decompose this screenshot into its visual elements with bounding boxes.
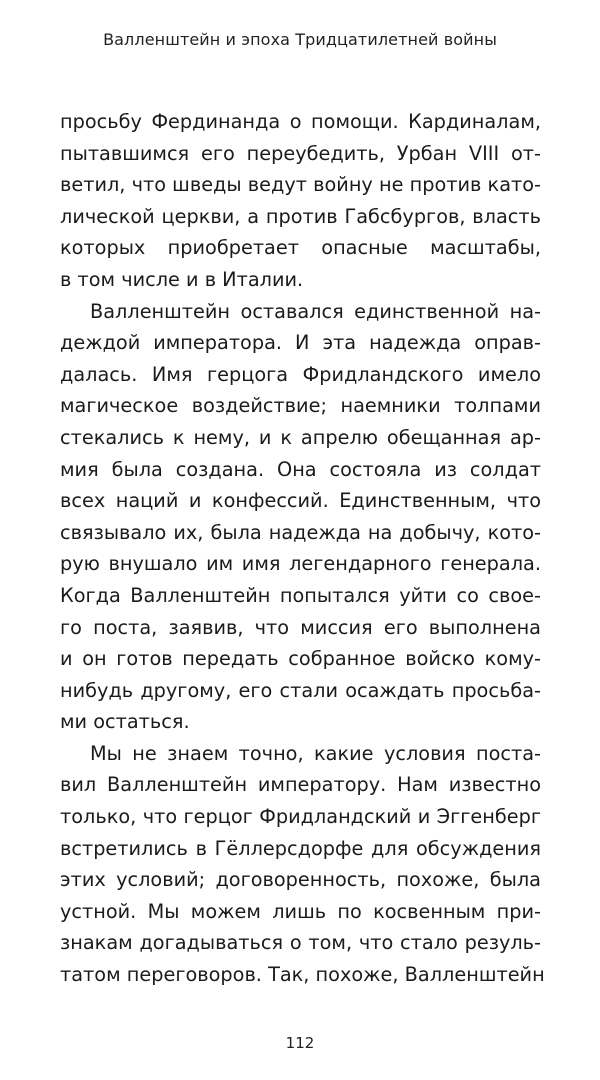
text-line: магическое воздействие; наемники толпами [60, 394, 541, 418]
text-line: всех наций и конфессий. Единственным, что [60, 489, 541, 513]
text-line: Мы не знаем точно, какие условия поста- [90, 741, 541, 765]
text-line: только, что герцог Фридландский и Эггенберг [60, 805, 541, 829]
text-line: стекались к нему, и к апрелю обещанная ар- [60, 425, 541, 449]
text-line: этих условий; договоренность, похоже, была [60, 868, 541, 892]
text-line: деждой императора. И эта надежда оправ- [60, 331, 541, 355]
text-line: которых приобретает опасные масштабы, [60, 236, 541, 260]
running-head: Валленштейн и эпоха Тридцатилетней войны [103, 30, 497, 49]
text-line: устной. Мы можем лишь по косвенным при- [60, 899, 541, 923]
text-line: Валленштейн оставался единственной на- [90, 299, 541, 323]
page-number: 112 [285, 1034, 315, 1052]
text-line: связывало их, была надежда на добычу, кото- [60, 520, 541, 544]
text-line: ветил, что шведы ведут войну не против като- [60, 173, 541, 197]
text-line: Когда Валленштейн попытался уйти со свое- [60, 583, 541, 607]
text-line: просьбу Фердинанда о помощи. Кардиналам, [60, 110, 541, 133]
text-line: далась. Имя герцога Фридландского имело [60, 362, 541, 386]
text-line: и он готов передать собранное войско кому- [60, 647, 541, 671]
text-line: знакам догадываться о том, что стало резуль- [60, 931, 541, 955]
text-line: пытавшимся его переубедить, Урбан VIII от- [60, 141, 541, 165]
text-line: ми остаться. [60, 710, 190, 734]
text-line: в том числе и в Италии. [60, 267, 304, 291]
text-line: встретились в Гёллерсдорфе для обсуждения [60, 836, 541, 860]
text-line: мия была создана. Она состояла из солдат [60, 457, 541, 481]
body-text [60, 106, 545, 991]
text-line: го поста, заявив, что миссия его выполнена [60, 615, 541, 639]
text-line: нибудь другому, его стали осаждать просьба- [60, 678, 541, 702]
text-line: вил Валленштейн императору. Нам известно [60, 773, 541, 797]
text-line: рую внушало им имя легендарного генерала. [60, 552, 541, 576]
text-line: татом переговоров. Так, похоже, Валленштейн [60, 963, 545, 987]
text-line: лической церкви, а против Габсбургов, власть [60, 204, 541, 228]
